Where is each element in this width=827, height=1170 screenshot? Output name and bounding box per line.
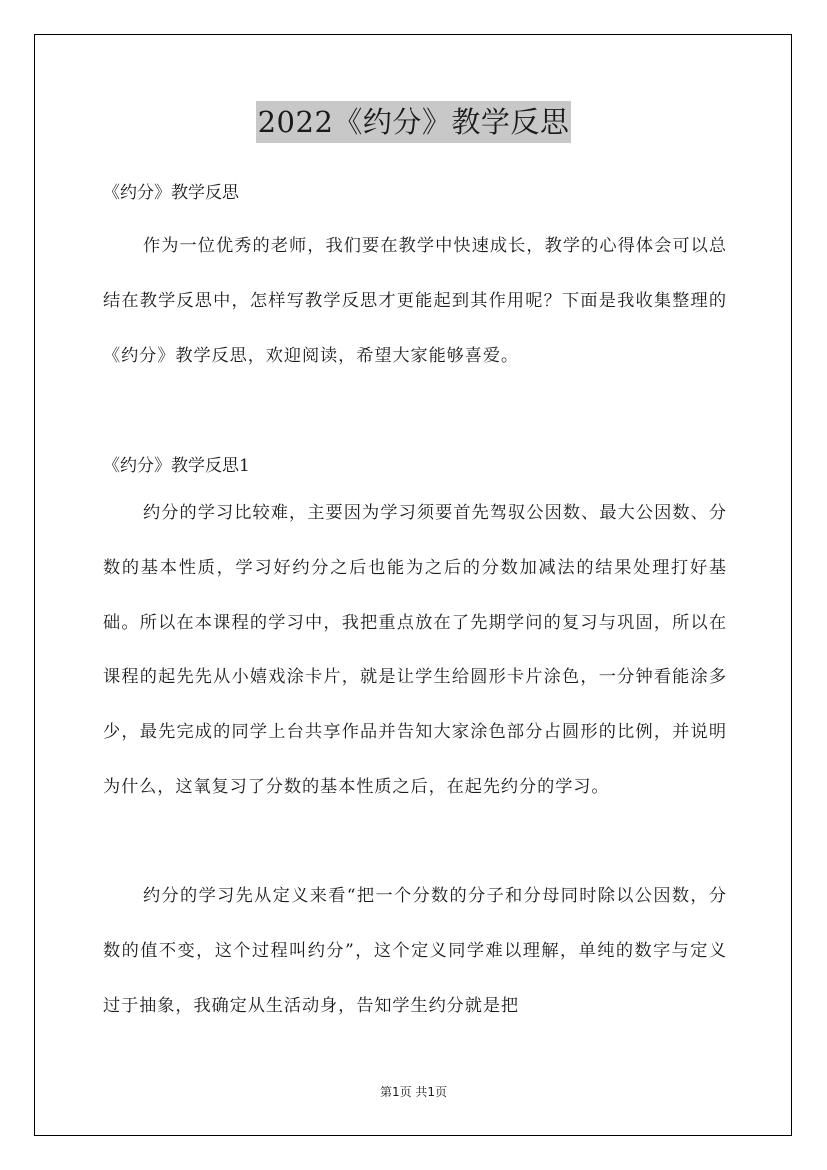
document-title: 2022《约分》教学反思 [256, 101, 572, 143]
body-paragraph-1: 约分的学习比较难，主要因为学习须要首先驾驭公因数、最大公因数、分数的基本性质，学习好约分之后也能为之后的分数加减法的结果处理打好基础。所以在本课程的学习中，我把重点放在了先期学问的复习与巩固，所以在课程的起先先从小嬉戏涂卡片，就是让学生给圆形卡片涂色，一分钟看能涂多少，最先完成的同学上台共享作品并告知大家涂色部分占圆形的比例，并说明为什么，这氧复习了分数的基本性质之后，在起先约分的学习。 [103, 503, 727, 797]
intro-paragraph: 作为一位优秀的老师，我们要在教学中快速成长，教学的心得体会可以总结在教学反思中，怎样写教学反思才更能起到其作用呢？下面是我收集整理的《约分》教学反思，欢迎阅读，希望大家能够喜爱。 [103, 236, 727, 366]
title-container [0, 101, 827, 143]
document-subtitle: 《约分》教学反思 [103, 183, 239, 203]
body-paragraph-2: 约分的学习先从定义来看“把一个分数的分子和分母同时除以公因数，分数的值不变，这个过程叫约分”，这个定义同学难以理解，单纯的数字与定义过于抽象，我确定从生活动身，告知学生约分就是把 [103, 886, 727, 1016]
page-footer: 第1页 共1页 [379, 1085, 448, 1099]
section-heading: 《约分》教学反思1 [103, 456, 250, 476]
